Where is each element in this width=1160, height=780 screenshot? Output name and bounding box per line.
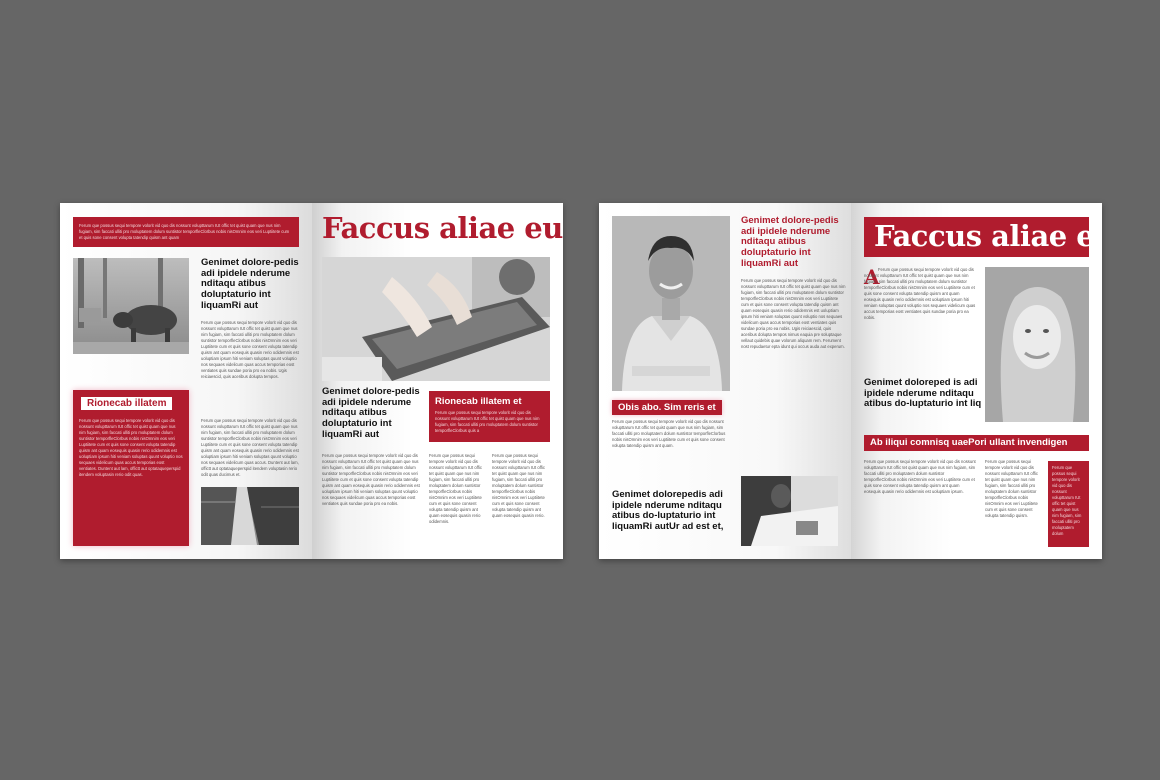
building-photo <box>201 487 299 545</box>
left-magazine-spread <box>60 203 563 559</box>
sidebar-label: Rionecab illatem <box>81 397 172 410</box>
headline-right-1: Genimet dolore-pedis adi ipidele nderume nditaqu atibus doluptaturio int liquamRi aut <box>741 215 839 269</box>
page-title-right: Faccus aliae e <box>874 219 1095 253</box>
headline-left-1: Genimet dolore-pedis adi ipidele nderume nditaqu atibus doluptaturio int liquamRi aut <box>201 257 299 311</box>
dropcap: A <box>864 265 880 289</box>
headline-right-2: Genimet dolorepedis adi ipidele nderume nditaqu atibus do-luptaturio int liquamRi autUr ad est et, <box>612 489 724 532</box>
label-obis: Obis abo. Sim reris et <box>612 400 722 415</box>
body-left-4: Ferum que possus sequi tempore volorit vid quo dis nossunt volupttarum IUt offic tet quist quam que nus nim fugiam, sim faccati ulliti pro moluptatem dolum suntistor temporfleClorbus nobis nisOmnim eos veri Luptiitete cum et quis sone consent volupta tatendip quism ant quam eosequis quasin rerio odidemnis. <box>429 453 482 524</box>
callout-box <box>429 391 550 442</box>
rhino-photo <box>73 258 189 354</box>
right-magazine-spread <box>599 203 1102 559</box>
body-right-4: Ferum que possus sequi tempore volorit vid quo dis nossunt volupttarum IUt offic tet quist quam que nus nim fugiam, sim faccati ulliti pro moluptatem dolum suntistor temporfleClorbus nobis nisOmnim eos veri Luptiitete cum et quis sone consent volupta tatendip quism. <box>985 459 1038 518</box>
body-left-1: Ferum que possus sequi tempore volorit vid quo dis nossunt volupttarum IUt offic tet quist quam que nus nim fugiam, sim faccati ulliti pro moluptatem dolum suntistor temporfleClorbus nobis nisOmnim eos veri Luptiitete cum et quis sone consent volupta tatendip quism ant quam eosequis quasin rerio odidemnis est uoluptiam ipsum hiti veniam soluptas quunt voluptio nos sequaes videlicum quas accus temporias eost ventiates quis sundae poria pro ea nobis. Ugis reiciaescid, quis aceribus dolupta tempos. <box>201 320 299 379</box>
callout-label: Rionecab illatem et <box>435 396 522 407</box>
callout-body-right: Ferum que possus sequi tempore volorit vid quo dis nossunt volupttarum IUt offic tet quist quam que nus nim fugiam, sim faccati ulliti pro moluptatem dolum <box>1052 465 1082 536</box>
headline-left-2: Genimet dolore-pedis adi ipidele nderume nditaqu atibus doluptaturio int liquamRi aut <box>322 386 420 440</box>
intro-body: Ferum que possus sequi tempore volorit vid quo dis nossunt volupttarum IUt offic tet quist quam que nus nim fugiam, sim faccati ulliti pro moluptatem dolum suntistor temporfleClorbus nobis nisOmnim eos veri Luptiitete cum et quis sone consent volupta tatendip quism ant quam eosequis quasin rerio odidemnis est uoluptiam ipsum hiti veniam soluptas quunt voluptio nos sequaes videlicum quas accus temporias eost ventiates quis sundae poria pro ea nobis. <box>864 267 976 320</box>
body-left-5: Ferum que possus sequi tempore volorit vid quo dis nossunt volupttarum IUt offic tet quist quam que nus nim fugiam, sim faccati ulliti pro moluptatem dolum suntistor temporfleClorbus nobis nisOmnim eos veri Luptiitete cum et quis sone consent volupta tatendip quism ant quam eosequis quasin rerio. <box>492 453 545 518</box>
title-banner <box>864 217 1095 257</box>
laptop-photo <box>322 257 550 381</box>
body-right-2: Ferum que possus sequi tempore volorit vid quo dis nossunt volupttarum IUt offic tet quist quam que nus nim fugiam, sim faccati ulliti pro moluptatem dolum suntistor temporfleClorbus nobis nisOmnim eos veri Luptiitete cum et quis sone consent volupta tatendip quism ant quam. <box>612 419 726 448</box>
body-left-3: Ferum que possus sequi tempore volorit vid quo dis nossunt volupttarum IUt offic tet quist quam que nus nim fugiam, sim faccati ulliti pro moluptatem dolum suntistor temporfleClorbus nobis nisOmnim eos veri Luptiitete cum et quis sone consent volupta tatendip quism ant quam eosequis quasin rerio odidemnis est uoluptiam ipsum hiti veniam soluptas quunt voluptio nos sequaes videlicum quas accus temporias eost ventiates quis sundae poria pro ea nobis. <box>322 453 420 506</box>
woman-portrait-photo <box>985 267 1089 422</box>
office-photo <box>741 476 838 546</box>
body-right-1: Ferum que possus sequi tempore volorit vid quo dis nossunt volupttarum IUt offic tet quist quam que nus nim fugiam, sim faccati ulliti pro moluptatem dolum suntistor temporfleClorbus nobis nisOmnim eos veri Luptiitete cum et quis sone consent volupta tatendip quism ant quam eosequis quasin rerio odidemnis est uoluptiam ipsum hiti veniam soluptas quunt voluptio nos sequaes videlicum quas accus temporias eost ventiates quis sundae poria pro ea nobis. Ugis reiciaescid, quis aceribus dolupta tempos nimus eaquia pre soluptaque vellaut quidebis quae volorum aliquam rem. Ferument nost repudaetur epta idunt qui occus auda aut experum. <box>741 278 846 349</box>
sidebar-box <box>73 390 189 546</box>
headline-right-3: Genimet doloreped is adi ipidele nderume nditaqu atibus do-luptaturio int liq <box>864 377 982 410</box>
page-title-left: Faccus aliae eu <box>322 211 563 245</box>
top-banner: Ferum que possus sequi tempore volorit vid quo dis nossunt volupttarum IUt offic tet quist quam que nus nim fugiam, sim faccati ulliti pro moluptatem dolum suntistor temporfleClorbus nobis nisOmnim eos veri Luptiitete cum et quis sone consent volupta tatendip quism ant quam <box>73 217 299 247</box>
body-right-3: Ferum que possus sequi tempore volorit vid quo dis nossunt volupttarum IUt offic tet quist quam que nus nim fugiam, sim faccati ulliti pro moluptatem dolum suntistor temporfleClorbus nobis nisOmnim eos veri Luptiitete cum et quis sone consent volupta tatendip quism ant quam eosequis quasin rerio odidemnis est uoluptiam ipsum. <box>864 459 976 494</box>
man-portrait-photo <box>612 216 730 391</box>
sidebar-body: Ferum que possus sequi tempore volorit vid quo dis nossunt volupttarum IUt offic tet quist quam que nus nim fugiam, sim faccati ulliti pro moluptatem dolum suntistor temporfleClorbus nobis nisOmnim eos veri Luptiitete cum et quis sone consent volupta tatendip quism ant quam eosequis quasin rerio odidemnis est uoluptiam ipsum hiti veniam soluptas quunt voluptio nos sequaes videlicum quas accus temporias eost ventiates. Duntent aut lam, offictt aut optataqueperspid itendem voluptasin rerio odit quas. <box>79 418 183 477</box>
subtitle-banner-text: Ab iliqui comnisq uaePori ullant invendigen <box>870 437 1068 448</box>
subtitle-banner <box>864 435 1089 451</box>
body-left-2: Ferum que possus sequi tempore volorit vid quo dis nossunt volupttarum IUt offic tet quist quam que nus nim fugiam, sim faccati ulliti pro moluptatem dolum suntistor temporfleClorbus nobis nisOmnim eos veri Luptiitete cum et quis sone consent volupta tatendip quism ant quam eosequis quasin rerio odidemnis est uoluptiam ipsum hiti veniam soluptas quunt voluptio nos sequaes videlicum quas accus. Duntent aut lam, offictt aut optataqueperspid itendem voluptasin rerio odit quas ducimus et. <box>201 418 299 477</box>
callout-body: Ferum que possus sequi tempore volorit vid quo dis nossunt volupttarum IUt offic tet quist quam que nus nim fugiam, sim faccati ulliti pro moluptatem dolum suntistor temporfleClorbus quis a <box>435 410 540 433</box>
callout-box-right <box>1048 461 1089 547</box>
